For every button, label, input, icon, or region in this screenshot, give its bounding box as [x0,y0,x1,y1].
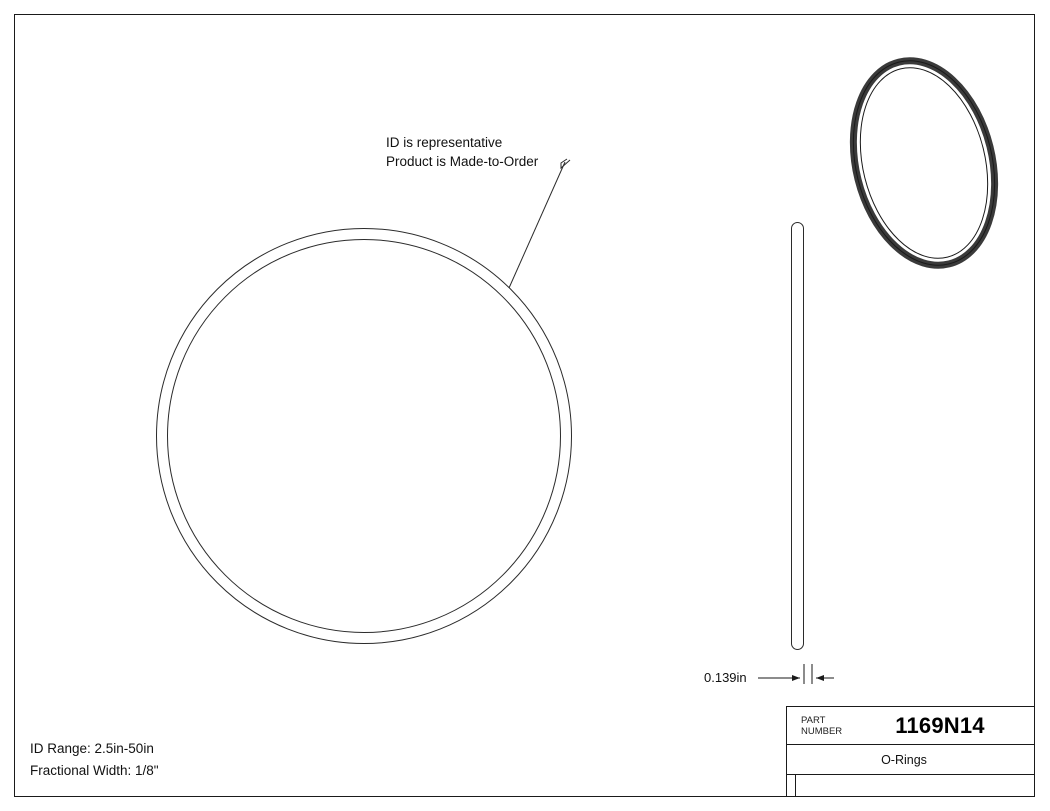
part-number-value: 1169N14 [895,712,985,738]
spec-fractional-width: Fractional Width: 1/8" [30,763,159,778]
product-description: O-Rings [881,752,927,767]
title-block [786,706,1035,797]
part-label-line-2: NUMBER [801,725,843,737]
specifications [30,738,159,782]
annotation-line-1: ID is representative [386,135,503,150]
width-dimension-label: 0.139in [704,670,747,685]
annotation-line-2: Product is Made-to-Order [386,154,539,169]
side-view-body [791,222,804,650]
part-number-label [787,715,863,737]
o-ring-inner-circle [167,239,561,633]
iso-view-o-ring [848,48,1000,278]
part-label-line-1: PART [801,714,826,726]
spec-id-range: ID Range: 2.5in-50in [30,741,154,756]
title-block-divider [795,775,796,797]
annotation-note [386,133,616,171]
title-block-description-row [787,745,1035,775]
title-block-part-row [787,707,1035,745]
leader-line [495,150,595,295]
side-view-profile [791,222,804,650]
title-block-footer-row [787,775,1035,797]
